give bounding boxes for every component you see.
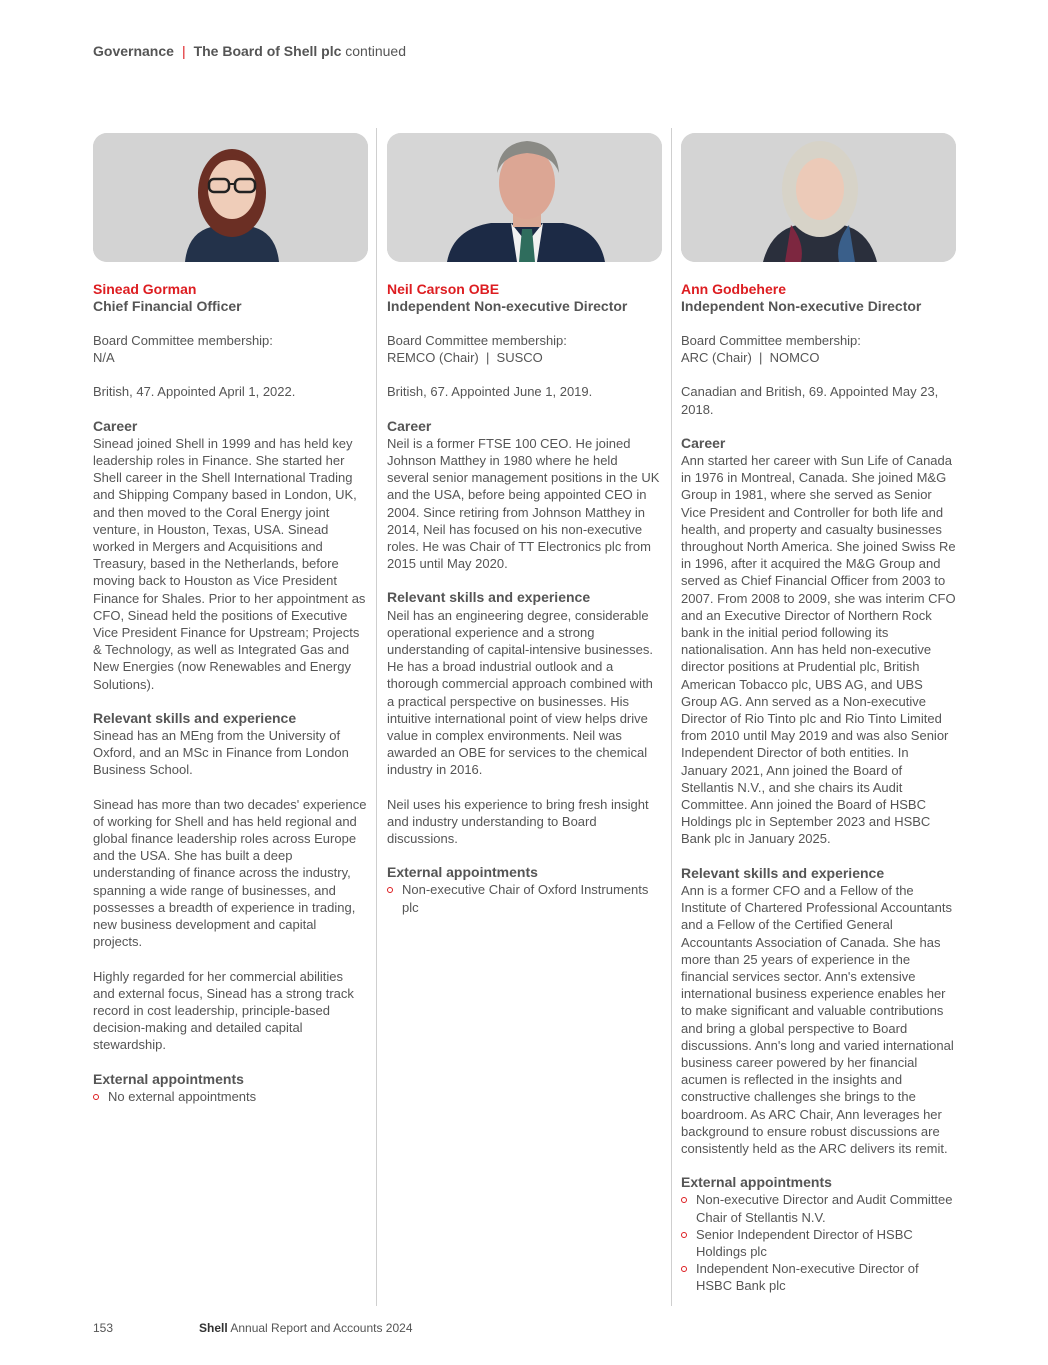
skills-heading: Relevant skills and experience [93, 709, 297, 726]
career-heading: Career [93, 417, 138, 434]
column-divider [376, 128, 377, 1306]
publication-footer [199, 1321, 413, 1335]
career-text: Sinead joined Shell in 1999 and has held key leadership roles in Finance. She started her Shell career in the Shell International Trading and Shipping Company based in London, UK, and then moved to the Coral Energy joint venture, in Houston, Texas, USA. Sinead worked in Mergers and Acquisitions and Treasury, based in the Netherlands, before moving back to Houston as Vice President Finance for Shales. Prior to her appointment as CFO, Sinead held the positions of Executive Vice President Finance for Upstream; Projects & Technology, as well as Integrated Gas and New Energies (now Renewables and Energy Solutions). [93, 435, 366, 692]
list-item: Non-executive Chair of Oxford Instruments plc [387, 881, 662, 915]
director-role: Independent Non-executive Director [681, 298, 922, 314]
continued-label: continued [345, 43, 406, 59]
page-title: The Board of Shell plc [193, 43, 342, 59]
list-item: Senior Independent Director of HSBC Holdings plc [681, 1226, 956, 1260]
committee-membership: ARC (Chair) | NOMCO [681, 350, 820, 366]
nationality-appointment: British, 67. Appointed June 1, 2019. [387, 384, 593, 400]
director-photo [681, 133, 956, 262]
list-item: Non-executive Director and Audit Committee Chair of Stellantis N.V. [681, 1191, 956, 1225]
director-profile-godbehere [681, 133, 956, 1295]
skills-paragraph: Neil has an engineering degree, considerable operational experience and a strong understanding of capital-intensive businesses. He has a broad industrial outlook and a thorough commercial approach combined with a practical perspective on businesses. His intuitive international point of view helps drive value in complex environments. Neil was awarded an OBE for services to the chemical industry in 2016. [387, 607, 653, 778]
committee-label: Board Committee membership: [681, 333, 861, 348]
column-divider [671, 128, 672, 1306]
skills-paragraph: Sinead has more than two decades' experience of working for Shell and has held regional and global finance leadership roles across Europe and the USA. She has built a deep understanding of finance across the industry, spanning a wide range of businesses, and possesses a breadth of experience in trading, new business development and capital projects. [93, 796, 367, 950]
director-name: Neil Carson OBE [387, 281, 500, 297]
skills-heading: Relevant skills and experience [681, 864, 885, 881]
section-label: Governance [93, 43, 174, 59]
external-appointments-list [93, 1088, 368, 1105]
nationality-appointment: British, 47. Appointed April 1, 2022. [93, 384, 296, 400]
header-separator: | [181, 43, 186, 59]
list-item: No external appointments [93, 1088, 368, 1105]
skills-heading: Relevant skills and experience [387, 589, 591, 606]
external-appointments-heading: External appointments [681, 1174, 832, 1191]
list-item: Independent Non-executive Director of HSBC Bank plc [681, 1260, 956, 1294]
director-name: Ann Godbehere [681, 281, 787, 297]
committee-membership: REMCO (Chair) | SUSCO [387, 350, 543, 366]
external-appointments-heading: External appointments [387, 864, 538, 881]
external-appointments-list [387, 881, 662, 915]
nationality-appointment: Canadian and British, 69. Appointed May 23, 2018. [681, 384, 939, 417]
brand-name: Shell [199, 1321, 228, 1335]
skills-paragraph: Neil uses his experience to bring fresh insight and industry understanding to Board discussions. [387, 796, 649, 847]
director-role: Independent Non-executive Director [387, 298, 628, 314]
director-name: Sinead Gorman [93, 281, 197, 297]
skills-paragraph: Sinead has an MEng from the University of Oxford, and an MSc in Finance from London Business School. [93, 728, 349, 778]
external-appointments-heading: External appointments [93, 1070, 244, 1087]
page-header [93, 43, 406, 59]
career-heading: Career [681, 434, 726, 451]
committee-membership: N/A [93, 350, 115, 366]
committee-label: Board Committee membership: [387, 333, 567, 348]
career-text: Ann started her career with Sun Life of Canada in 1976 in Montreal, Canada. She joined M&G Group in 1981, where she served as Senior Vice President and Controller for both life and health, and property and casualty businesses throughout North America. She joined Swiss Re in 1996, after it acquired the M&G Group and served as Chief Financial Officer from 2003 to 2007. From 2008 to 2009, she was interim CFO and an Executive Director of Northern Rock bank in the initial period following its nationalisation. Ann has held non-executive director positions at Prudential plc, British American Tobacco plc, UBS AG, and UBS Group AG. Ann served as a Non-executive Director of Rio Tinto plc and Rio Tinto Limited from 2010 until May 2019 and was also Senior Independent Director of both entities. In January 2021, Ann joined the Board of Stellantis N.V., and she chairs its Audit Committee. Ann joined the Board of HSBC Holdings plc in September 2023 and HSBC Bank plc in January 2025. [681, 453, 956, 847]
director-photo [387, 133, 662, 262]
page-number: 153 [93, 1321, 114, 1335]
committee-label: Board Committee membership: [93, 333, 273, 348]
external-appointments-list [681, 1191, 956, 1294]
career-heading: Career [387, 417, 432, 434]
director-profile-carson [387, 133, 662, 916]
report-title: Annual Report and Accounts 2024 [230, 1321, 413, 1335]
director-role: Chief Financial Officer [93, 298, 242, 314]
director-photo [93, 133, 368, 262]
skills-paragraph: Highly regarded for her commercial abilities and external focus, Sinead has a strong track record in cost leadership, principle-based decision-making and detailed capital stewardship. [93, 968, 354, 1053]
director-profile-gorman [93, 133, 368, 1105]
skills-paragraph: Ann is a former CFO and a Fellow of the Institute of Chartered Professional Accountants and a Fellow of the Certified General Accountants Association of Canada. She has more than 25 years of experience in the financial services sector. Ann's extensive international business experience enables her to make significant and valuable contributions and bring a global perspective to Board discussions. Ann's long and varied international business career powered by her financial acumen is reflected in the insights and constructive challenges she brings to the boardroom. As ARC Chair, Ann leverages her background to ensure robust discussions are consistently held as the ARC delivers its remit. [681, 882, 954, 1156]
career-text: Neil is a former FTSE 100 CEO. He joined Johnson Matthey in 1980 where he held several senior management positions in the UK and the USA, before being appointed CEO in 2004. Since retiring from Johnson Matthey in 2014, Neil has focused on his non-executive roles. He was Chair of TT Electronics plc from 2015 until May 2020. [387, 435, 660, 572]
